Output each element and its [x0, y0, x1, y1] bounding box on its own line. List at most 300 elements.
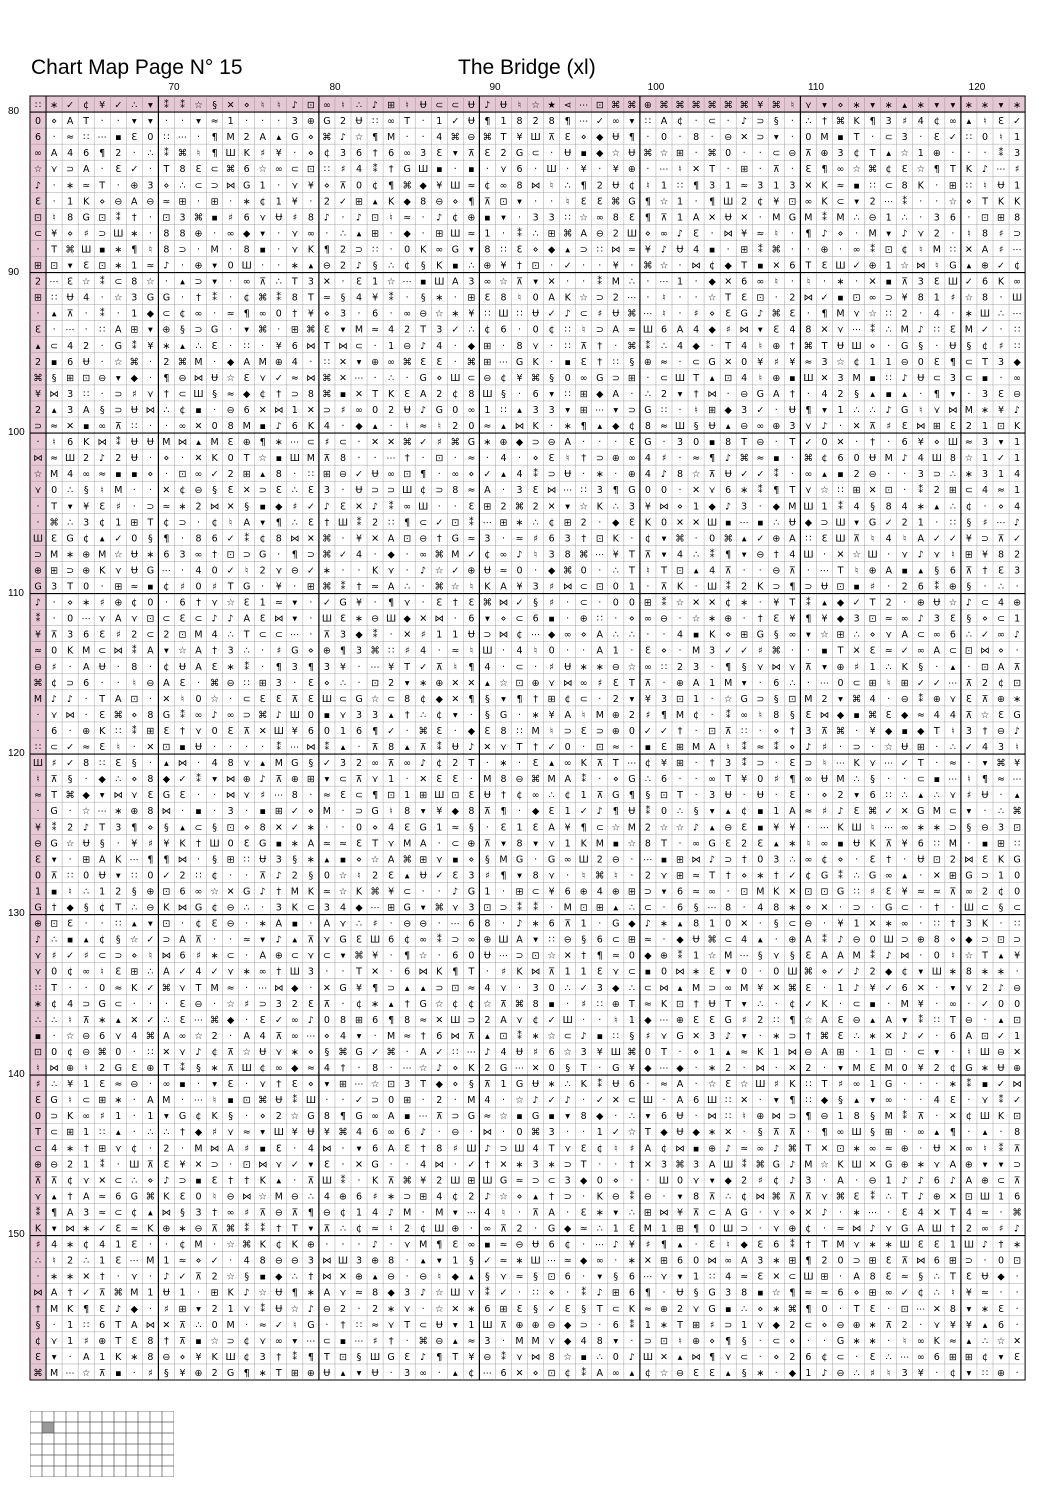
stitch-symbol: ⁑: [325, 741, 330, 753]
stitch-symbol: ·: [999, 919, 1002, 930]
stitch-symbol: ⋈: [804, 293, 814, 304]
stitch-symbol: ·: [919, 196, 922, 207]
stitch-symbol: ∞: [467, 405, 475, 416]
stitch-symbol: ℇ: [260, 1015, 266, 1026]
stitch-symbol: ∴: [292, 517, 298, 528]
stitch-symbol: 1: [773, 806, 779, 817]
stitch-symbol: ♪: [821, 421, 827, 432]
stitch-symbol: ∞: [917, 1336, 925, 1347]
stitch-symbol: 1: [709, 1047, 715, 1058]
stitch-symbol: G: [708, 1304, 715, 1315]
stitch-symbol: ∷: [99, 758, 105, 769]
stitch-symbol: ⊂: [933, 373, 941, 384]
stitch-symbol: ▾: [854, 196, 859, 207]
stitch-symbol: M: [885, 1063, 893, 1074]
stitch-symbol: K: [757, 1047, 764, 1058]
stitch-symbol: Ɛ: [870, 646, 876, 657]
stitch-symbol: ∷: [500, 245, 506, 256]
stitch-symbol: Ш: [306, 1095, 316, 1106]
stitch-symbol: Ш: [450, 228, 460, 239]
stitch-symbol: ⊃: [50, 1111, 58, 1122]
stitch-symbol: ·: [566, 999, 569, 1010]
stitch-symbol: ⌘: [804, 967, 814, 978]
stitch-symbol: ⊃: [259, 485, 267, 496]
stitch-symbol: ⌘: [627, 341, 637, 352]
stitch-symbol: 1: [709, 919, 715, 930]
stitch-symbol: ✓: [548, 1015, 556, 1026]
stitch-symbol: ∞: [564, 630, 572, 641]
column-tick-label: 100: [648, 83, 665, 93]
stitch-symbol: ⊕: [821, 148, 829, 159]
stitch-symbol: ·: [422, 1208, 425, 1219]
stitch-symbol: ✕: [772, 261, 780, 272]
stitch-symbol: ⊞: [500, 1304, 508, 1315]
stitch-symbol: ∞: [82, 1111, 90, 1122]
stitch-symbol: ♯: [212, 1127, 217, 1138]
stitch-symbol: ⋄: [822, 790, 828, 801]
stitch-symbol: ·: [149, 421, 152, 432]
stitch-symbol: ◆: [355, 630, 363, 641]
stitch-symbol: ⊃: [804, 582, 812, 593]
stitch-symbol: ·: [454, 1159, 457, 1170]
stitch-symbol: ∴: [308, 1191, 314, 1202]
stitch-symbol: ♯: [774, 1079, 779, 1090]
stitch-symbol: T: [291, 277, 298, 288]
stitch-symbol: 3: [51, 582, 57, 593]
stitch-symbol: ¥: [821, 614, 827, 625]
stitch-symbol: ♪: [902, 1175, 908, 1186]
stitch-symbol: 0: [115, 1047, 121, 1058]
stitch-symbol: †: [164, 389, 169, 400]
stitch-symbol: ⊖: [724, 822, 732, 833]
stitch-symbol: ⊡: [532, 951, 540, 962]
stitch-symbol: Ʉ: [869, 453, 876, 464]
stitch-symbol: ∷: [934, 838, 940, 849]
stitch-symbol: ∴: [35, 1015, 41, 1026]
stitch-symbol: 6: [677, 1256, 683, 1267]
stitch-symbol: ·: [678, 309, 681, 320]
stitch-symbol: ⌘: [33, 373, 43, 384]
stitch-symbol: ⊃: [403, 1191, 411, 1202]
stitch-symbol: ¥: [950, 1320, 956, 1331]
stitch-symbol: ◆: [644, 951, 652, 962]
stitch-symbol: ⋯: [884, 758, 894, 769]
stitch-symbol: 2: [741, 582, 747, 593]
stitch-symbol: ⊡: [179, 469, 187, 480]
stitch-symbol: ¶: [661, 710, 667, 721]
stitch-symbol: ♪: [388, 1208, 394, 1219]
stitch-symbol: ⋎: [291, 245, 298, 256]
stitch-symbol: K: [115, 854, 122, 865]
stitch-symbol: ⊡: [307, 100, 315, 111]
stitch-symbol: A: [388, 533, 395, 544]
stitch-symbol: ▾: [309, 1159, 314, 1170]
stitch-symbol: ⊃: [564, 726, 572, 737]
stitch-symbol: ·: [983, 1256, 986, 1267]
stitch-symbol: ⊃: [500, 903, 508, 914]
stitch-symbol: ⊃: [1013, 935, 1021, 946]
stitch-symbol: ·: [357, 309, 360, 320]
stitch-symbol: ⋈: [258, 1159, 268, 1170]
stitch-symbol: ✓: [548, 1304, 556, 1315]
stitch-symbol: ▾: [967, 806, 972, 817]
stitch-symbol: ⁑: [373, 629, 378, 641]
stitch-symbol: 8: [340, 1015, 346, 1026]
stitch-symbol: †: [886, 854, 891, 865]
stitch-symbol: ♮: [149, 245, 152, 256]
stitch-symbol: ▾: [116, 373, 121, 384]
stitch-symbol: ·: [341, 533, 344, 544]
stitch-symbol: †: [68, 1288, 73, 1299]
stitch-symbol: ≈: [837, 180, 845, 191]
stitch-symbol: ∴: [773, 517, 779, 528]
stitch-symbol: Ʉ: [83, 838, 90, 849]
stitch-symbol: ·: [277, 549, 280, 560]
stitch-symbol: ·: [775, 790, 778, 801]
stitch-symbol: ∗: [259, 919, 267, 930]
stitch-symbol: ⋯: [739, 951, 749, 962]
stitch-symbol: ⋯: [884, 822, 894, 833]
stitch-symbol: ¶: [372, 983, 378, 994]
stitch-symbol: ∗: [114, 261, 122, 272]
stitch-symbol: ≈: [130, 582, 138, 593]
stitch-symbol: ⊼: [211, 1224, 218, 1235]
stitch-symbol: ☆: [900, 148, 909, 159]
stitch-symbol: ⊕: [676, 678, 684, 689]
stitch-symbol: 1: [998, 1191, 1004, 1202]
stitch-symbol: ¢: [452, 212, 458, 223]
stitch-symbol: Ɛ: [452, 1240, 458, 1251]
stitch-symbol: ∴: [886, 662, 892, 673]
stitch-symbol: ·: [582, 437, 585, 448]
stitch-symbol: ·: [566, 614, 569, 625]
stitch-symbol: 1: [436, 630, 442, 641]
stitch-symbol: ✓: [307, 501, 315, 512]
stitch-symbol: ⌘: [595, 870, 605, 881]
stitch-symbol: ⊃: [211, 1159, 219, 1170]
stitch-symbol: ⁑: [999, 147, 1004, 159]
stitch-symbol: K: [211, 453, 218, 464]
stitch-symbol: ⁑: [164, 147, 169, 159]
stitch-symbol: ¶: [388, 598, 394, 609]
stitch-symbol: ¶: [484, 116, 490, 127]
stitch-symbol: A: [67, 116, 74, 127]
stitch-symbol: ⊼: [420, 742, 427, 753]
stitch-symbol: ☆: [82, 1368, 91, 1379]
stitch-symbol: Ɛ: [966, 1272, 972, 1283]
stitch-symbol: ∷: [388, 517, 394, 528]
stitch-symbol: ∴: [902, 212, 908, 223]
stitch-symbol: ⋄: [581, 630, 587, 641]
stitch-symbol: ⋎: [404, 1240, 411, 1251]
stitch-symbol: 2: [533, 501, 539, 512]
stitch-symbol: ⊼: [484, 806, 491, 817]
stitch-symbol: ∗: [371, 999, 379, 1010]
stitch-symbol: ·: [695, 277, 698, 288]
stitch-symbol: 8: [549, 116, 555, 127]
stitch-symbol: ¶: [613, 485, 619, 496]
stitch-symbol: ♪: [982, 1240, 988, 1251]
stitch-symbol: ∷: [308, 469, 314, 480]
stitch-symbol: ¢: [212, 870, 218, 881]
stitch-symbol: ♯: [710, 1320, 715, 1331]
stitch-symbol: ✓: [355, 1095, 363, 1106]
stitch-symbol: 0: [276, 309, 282, 320]
stitch-symbol: ·: [165, 469, 168, 480]
stitch-symbol: ⊂: [50, 1127, 58, 1138]
stitch-symbol: ♯: [870, 887, 875, 898]
stitch-symbol: ✓: [114, 533, 122, 544]
stitch-symbol: ·: [678, 614, 681, 625]
stitch-symbol: ⁑: [710, 548, 715, 560]
stitch-symbol: M: [836, 774, 844, 785]
stitch-symbol: ♪: [468, 742, 474, 753]
stitch-symbol: K: [35, 1224, 42, 1235]
stitch-symbol: ✕: [227, 100, 235, 111]
stitch-symbol: †: [549, 1191, 554, 1202]
stitch-symbol: ♮: [887, 1368, 890, 1379]
stitch-symbol: Ʉ: [693, 935, 700, 946]
stitch-symbol: ✓: [275, 1320, 283, 1331]
stitch-symbol: ▾: [357, 1368, 362, 1379]
stitch-symbol: ¢: [179, 309, 185, 320]
stitch-symbol: ▴: [678, 983, 683, 994]
stitch-symbol: 6: [292, 421, 298, 432]
stitch-symbol: 4: [356, 549, 362, 560]
stitch-symbol: ⁑: [437, 741, 442, 753]
stitch-symbol: 1: [918, 148, 924, 159]
stitch-symbol: ¶: [805, 405, 811, 416]
stitch-symbol: ∗: [981, 967, 989, 978]
stitch-symbol: ⊡: [997, 935, 1005, 946]
stitch-symbol: ✕: [837, 437, 845, 448]
stitch-symbol: M: [194, 1143, 202, 1154]
stitch-symbol: ♯: [822, 806, 827, 817]
stitch-symbol: ▪: [131, 469, 137, 480]
stitch-symbol: 2: [613, 694, 619, 705]
stitch-symbol: ·: [325, 228, 328, 239]
stitch-symbol: 1: [228, 116, 234, 127]
stitch-symbol: ⋎: [147, 389, 154, 400]
stitch-symbol: ⊃: [853, 1256, 861, 1267]
stitch-symbol: ♪: [99, 453, 105, 464]
stitch-symbol: Ʉ: [628, 806, 635, 817]
stitch-symbol: 8: [452, 485, 458, 496]
stitch-symbol: ¥: [500, 261, 506, 272]
stitch-symbol: ¢: [886, 164, 892, 175]
stitch-symbol: ·: [919, 903, 922, 914]
stitch-symbol: 3: [709, 790, 715, 801]
stitch-symbol: ⋈: [948, 405, 958, 416]
stitch-symbol: 8: [195, 533, 201, 544]
stitch-symbol: ⊼: [709, 469, 716, 480]
stitch-symbol: ⊼: [323, 1224, 330, 1235]
stitch-symbol: ▾: [710, 1175, 715, 1186]
stitch-symbol: ⋈: [756, 1063, 766, 1074]
stitch-symbol: Ɛ: [629, 517, 635, 528]
stitch-symbol: ·: [277, 261, 280, 272]
stitch-symbol: ⊞: [949, 180, 957, 191]
stitch-symbol: ⊂: [708, 116, 716, 127]
stitch-symbol: ·: [101, 678, 104, 689]
stitch-symbol: ⌘: [531, 1127, 541, 1138]
stitch-symbol: ⊕: [467, 566, 475, 577]
stitch-symbol: ·: [245, 806, 248, 817]
stitch-symbol: Ш: [242, 1063, 252, 1074]
stitch-symbol: ⁑: [437, 934, 442, 946]
stitch-symbol: A: [597, 646, 604, 657]
stitch-symbol: ·: [133, 1047, 136, 1058]
stitch-symbol: 2: [581, 517, 587, 528]
stitch-symbol: ·: [775, 758, 778, 769]
stitch-symbol: ⋄: [147, 469, 153, 480]
stitch-symbol: ∴: [163, 405, 169, 416]
stitch-symbol: 4: [918, 116, 924, 127]
stitch-symbol: 2: [870, 967, 876, 978]
stitch-symbol: ☆: [483, 999, 492, 1010]
stitch-symbol: 2: [340, 1304, 346, 1315]
stitch-symbol: 8: [372, 1288, 378, 1299]
stitch-symbol: ·: [678, 132, 681, 143]
stitch-symbol: ℇ: [308, 694, 314, 705]
stitch-symbol: 6: [468, 919, 474, 930]
stitch-symbol: 1: [99, 887, 105, 898]
stitch-symbol: ▴: [870, 389, 875, 400]
stitch-symbol: ·: [454, 1095, 457, 1106]
stitch-symbol: ✕: [692, 517, 700, 528]
stitch-symbol: ∷: [661, 405, 667, 416]
stitch-symbol: ¢: [163, 517, 169, 528]
stitch-symbol: ▴: [100, 533, 105, 544]
stitch-symbol: A: [677, 325, 684, 336]
stitch-symbol: ⋎: [949, 790, 956, 801]
stitch-symbol: ♪: [950, 1175, 956, 1186]
stitch-symbol: ∴: [934, 790, 940, 801]
stitch-symbol: ·: [390, 951, 393, 962]
stitch-symbol: ▾: [742, 678, 747, 689]
stitch-symbol: ·: [261, 116, 264, 127]
stitch-symbol: Ш: [322, 694, 332, 705]
stitch-symbol: ∷: [725, 1111, 731, 1122]
stitch-symbol: ·: [807, 566, 810, 577]
stitch-symbol: ∷: [324, 164, 330, 175]
stitch-symbol: ⊖: [564, 935, 572, 946]
stitch-symbol: ⋎: [243, 1304, 250, 1315]
stitch-symbol: ▪: [821, 646, 827, 657]
stitch-symbol: ¢: [468, 999, 474, 1010]
stitch-symbol: ∞: [387, 116, 395, 127]
stitch-symbol: G: [131, 1191, 138, 1202]
stitch-symbol: 4: [260, 1031, 266, 1042]
stitch-symbol: ·: [678, 646, 681, 657]
stitch-symbol: ¢: [83, 533, 89, 544]
stitch-symbol: ✕: [933, 870, 941, 881]
stitch-symbol: ¥: [388, 662, 394, 673]
stitch-symbol: ☆: [419, 1063, 428, 1074]
stitch-symbol: ∗: [853, 1336, 861, 1347]
stitch-symbol: Ʉ: [532, 309, 539, 320]
stitch-symbol: M: [403, 1208, 411, 1219]
stitch-symbol: ✓: [965, 277, 973, 288]
stitch-symbol: ⊼: [227, 1047, 234, 1058]
stitch-symbol: 8: [340, 453, 346, 464]
stitch-symbol: ⊂: [837, 196, 845, 207]
stitch-symbol: †: [276, 967, 281, 978]
stitch-symbol: ⌘: [788, 983, 798, 994]
stitch-symbol: 1: [693, 694, 699, 705]
stitch-symbol: ◆: [708, 277, 716, 288]
stitch-symbol: A: [613, 325, 620, 336]
stitch-symbol: 2: [677, 662, 683, 673]
stitch-symbol: ♪: [821, 1368, 827, 1379]
stitch-symbol: Ш: [980, 1191, 990, 1202]
stitch-symbol: ·: [550, 357, 553, 368]
stitch-symbol: §: [581, 935, 586, 946]
stitch-symbol: †: [999, 1240, 1004, 1251]
stitch-symbol: ♮: [357, 870, 360, 881]
stitch-symbol: ∷: [83, 389, 89, 400]
stitch-symbol: ·: [823, 277, 826, 288]
stitch-symbol: ⁑: [244, 1223, 249, 1235]
stitch-symbol: ▪: [757, 261, 763, 272]
stitch-symbol: Ʉ: [99, 662, 106, 673]
stitch-symbol: ⊂: [708, 1208, 716, 1219]
stitch-symbol: ⊞: [885, 1127, 893, 1138]
stitch-symbol: ·: [598, 1159, 601, 1170]
stitch-symbol: M: [852, 1063, 860, 1074]
stitch-symbol: ⋯: [659, 164, 669, 175]
stitch-symbol: ⋎: [933, 549, 940, 560]
stitch-symbol: Ш: [948, 437, 958, 448]
stitch-symbol: ⁑: [742, 741, 747, 753]
stitch-symbol: ·: [309, 790, 312, 801]
stitch-symbol: ✕: [1013, 1336, 1021, 1347]
stitch-symbol: ⋯: [306, 1031, 316, 1042]
stitch-symbol: ·: [582, 1240, 585, 1251]
stitch-symbol: ⋈: [146, 1320, 156, 1331]
stitch-symbol: ·: [422, 887, 425, 898]
stitch-symbol: ∗: [853, 1208, 861, 1219]
stitch-symbol: ⊼: [323, 453, 330, 464]
stitch-symbol: ⊡: [660, 1336, 668, 1347]
stitch-symbol: ⊂: [98, 951, 106, 962]
stitch-symbol: 2: [902, 1320, 908, 1331]
stitch-symbol: ·: [518, 453, 521, 464]
stitch-symbol: 6: [549, 919, 555, 930]
stitch-symbol: M: [34, 694, 42, 705]
stitch-symbol: ⋎: [901, 549, 908, 560]
stitch-symbol: ≈: [419, 421, 427, 432]
stitch-symbol: Ɛ: [356, 838, 362, 849]
stitch-symbol: ·: [983, 148, 986, 159]
stitch-symbol: ·: [935, 1079, 938, 1090]
stitch-symbol: T: [853, 1304, 860, 1315]
stitch-symbol: ≈: [451, 646, 459, 657]
stitch-symbol: G: [115, 341, 122, 352]
stitch-symbol: ▾: [533, 277, 538, 288]
stitch-symbol: 3: [67, 630, 73, 641]
stitch-symbol: ⊞: [548, 694, 556, 705]
stitch-symbol: ⋎: [83, 1175, 90, 1186]
stitch-symbol: ⁑: [758, 244, 763, 256]
stitch-symbol: G: [147, 293, 154, 304]
stitch-symbol: ⊕: [981, 1175, 989, 1186]
stitch-symbol: A: [805, 935, 812, 946]
stitch-symbol: ✓: [981, 630, 989, 641]
stitch-symbol: ∞: [756, 1143, 764, 1154]
stitch-symbol: Ʉ: [275, 1288, 282, 1299]
stitch-symbol: ⋯: [386, 453, 396, 464]
